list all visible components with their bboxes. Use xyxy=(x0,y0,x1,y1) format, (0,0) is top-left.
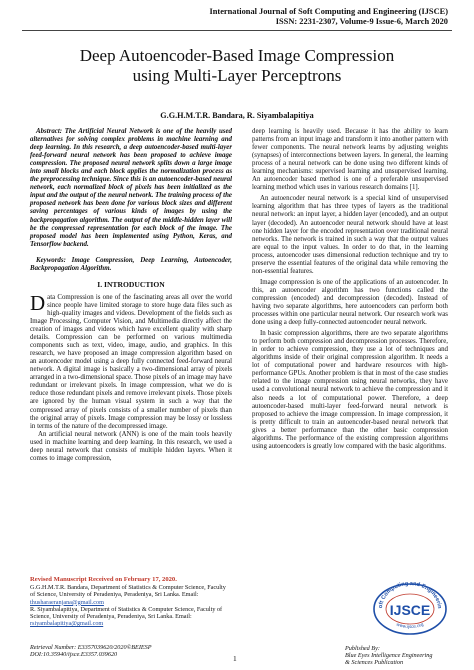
keywords: Keywords: Image Compression, Deep Learning, Autoencoder, Backpropagation Algorithm. xyxy=(30,256,232,272)
affiliation-1-text: G.G.H.M.T.R. Bandara, Department of Statistics & Computer Science, Faculty of Science, University of Peradeniya, Peradeniya, Sri Lanka. Email: xyxy=(30,584,226,599)
retrieval-number: Retrieval Number: E3357039620/2020©BEIESP xyxy=(30,644,152,651)
email-link-2[interactable]: rsiyambalapitiya@gmail.com xyxy=(30,620,104,628)
affiliation-2-text: R. Siyambalapitiya, Department of Statistics & Computer Science, Faculty of Science, University of Peradeniya, Peradeniya, Sri Lanka. Email: xyxy=(30,605,223,621)
logo-ring-text-bottom: www.ijsce.org xyxy=(395,621,425,630)
article-meta xyxy=(30,644,200,658)
footnote xyxy=(30,576,232,627)
body-paragraph-2: An autoencoder neural network is a special kind of unsupervised learning algorithm that has three types of layers as the traditional neural network: an input layer, a hidden layer (encoded), and an output layer (decoded). An autoencoder neural network should have at least one hidden layer for the encoded representation over traditional neural networks. The network is trained in such a way that the output values are equal to the input values. In order to do that, in the learning process, autoencoder uses dimensional reduction technique and try to preserve the essential features of the original data while removing the non-essential features. xyxy=(252,195,448,275)
body-paragraph-4: In basic compression algorithms, there are two separate algorithms to perform both compression and decompression processes. Therefore, in order to achieve compression, they use a lot of techniques and algorithms inside of their original compression algorithm. It needs a lot of computational power and hardware resources with high-performance GPUs. Another problem is that in most of the case studies related to the image compression using neural networks, they have used a convolutional neural network to achieve the compression and it also needs a lot of computational power. Therefore, a deep autoencoder-based multi-layer feed-forward neural network is proposed to achieve the image compression. In image compression, it is pretty difficult to train an autoencoder-based neural network that gives a better performance than the other basic compression algorithms. The performance of the existing compression algorithms using autoencoders is greatly low compared with the basic algorithms. xyxy=(252,330,448,450)
title-line-2: using Multi-Layer Perceptrons xyxy=(132,66,342,85)
publisher-line-3: & Sciences Publication xyxy=(345,659,404,667)
journal-header xyxy=(148,7,448,27)
publisher-line-2: Blue Eyes Intelligence Engineering xyxy=(345,652,433,660)
publisher xyxy=(345,645,455,667)
intro-paragraph-1-text: ata Compression is one of the fascinating areas all over the world since people have limited storage to store huge data files such as high-quality images and videos. Development of the fields such as Image Processing, Computer Vision, and Multimedia directly affect the creation of images and videos which have excellent quality with sharp details. Compression can be performed on various multimedia components such as text, video, image, audio, and graphics. In this research, we have proposed an image compression algorithm based on an autoencoder model using a deep fully connected feed-forward neural network. A digital image is basically a two-dimensional array of pixels arranged in a two-dimensional space. Those pixels of an image may have redundant or irrelevant pixels. In image compression, what we do is reduce those redundant pixels and remove irrelevant pixels. Those pixels are ignored by the human visual system in such a way that the compressed array of pixels consists of a smaller number of pixels than the original array of pixels. Image compression may be lossy or lossless in terms of the nature of the decompressed image. xyxy=(30,293,232,430)
journal-name: International Journal of Soft Computing and Engineering (IJSCE) xyxy=(209,7,448,16)
intro-paragraph-2: An artificial neural network (ANN) is one of the main tools heavily used in machine learning and deep learning. In this research, we used a deep neural network that consists of multiple hidden layers. When it comes to image compression, xyxy=(30,430,232,462)
publisher-line-1: Published By: xyxy=(345,645,380,652)
author-affiliation-1 xyxy=(30,584,232,606)
right-column xyxy=(252,128,448,451)
doi-link[interactable]: DOI:10.35940/ijsce.E3357.039620 xyxy=(30,651,118,659)
page-number: 1 xyxy=(233,654,237,663)
author-list: G.G.H.M.T.R. Bandara, R. Siyambalapitiya xyxy=(160,111,314,120)
title-line-1: Deep Autoencoder-Based Image Compression xyxy=(79,46,395,65)
logo-text: IJSCE xyxy=(389,602,431,618)
received-date: Revised Manuscript Received on February 17, 2020. xyxy=(30,576,177,583)
body-paragraph-1: deep learning is heavily used. Because it has the ability to learn patterns from an input image and transform it into another pattern with fewer components. The neural network learns by adjusting weights (synapses) of interconnections between layers. In general, the learning process of a neural network can be done using two different kinds of learning mechanisms: supervised learning and unsupervised learning. An autoencoder based method is one of a preferable unsupervised learning method which uses in various research domains [1]. xyxy=(252,128,448,192)
author-affiliation-2 xyxy=(30,606,232,628)
header-rule xyxy=(22,30,452,31)
body-paragraph-3: Image compression is one of the applications of an autoencoder. In this, an autoencoder algorithm has two functions called the compression (encoded) and decompression (decoded). Instead of having two separate algorithms, here autoencoders can perform both processes within one particular neural network. Our research work was done using a deep fully-connected autoencoder neural network. xyxy=(252,278,448,327)
logo-ring-text: oft Computing and Engineerin xyxy=(377,580,443,609)
abstract: Abstract: The Artificial Neural Network is one of the heavily used alternatives for solving complex problems in machine learning and deep learning. In this research, a deep autoencoder-based multi-layer feed-forward neural network has been proposed to achieve image compression. The proposed neural network splits down a large image into small blocks and each block applies the normalization process as the preprocessing technique. Since this is an autoencoder-based neural network, each normalized block of pixels has been initialized as the input and the output of the neural network. The training process of the proposed network has been done for various block sizes and different saving percentages of various kinds of images by using the backpropagation algorithm. The output of the middle-hidden layer will be the compressed representation for each block of the image. The proposed model has been implemented using Python, Keras, and Tensorflow backend. xyxy=(30,128,232,248)
ijsce-logo xyxy=(369,579,451,635)
section-heading-introduction: I. INTRODUCTION xyxy=(97,279,165,289)
journal-issn: ISSN: 2231-2307, Volume-9 Issue-6, March 2020 xyxy=(275,17,448,26)
drop-cap: D xyxy=(30,290,46,315)
svg-text:www.ijsce.org xyxy=(396,621,425,629)
intro-paragraph-1 xyxy=(30,290,232,431)
left-column xyxy=(30,128,232,463)
paper-title xyxy=(0,46,474,86)
email-link-1[interactable]: thusharaeranjana@gmail.com xyxy=(30,598,104,606)
